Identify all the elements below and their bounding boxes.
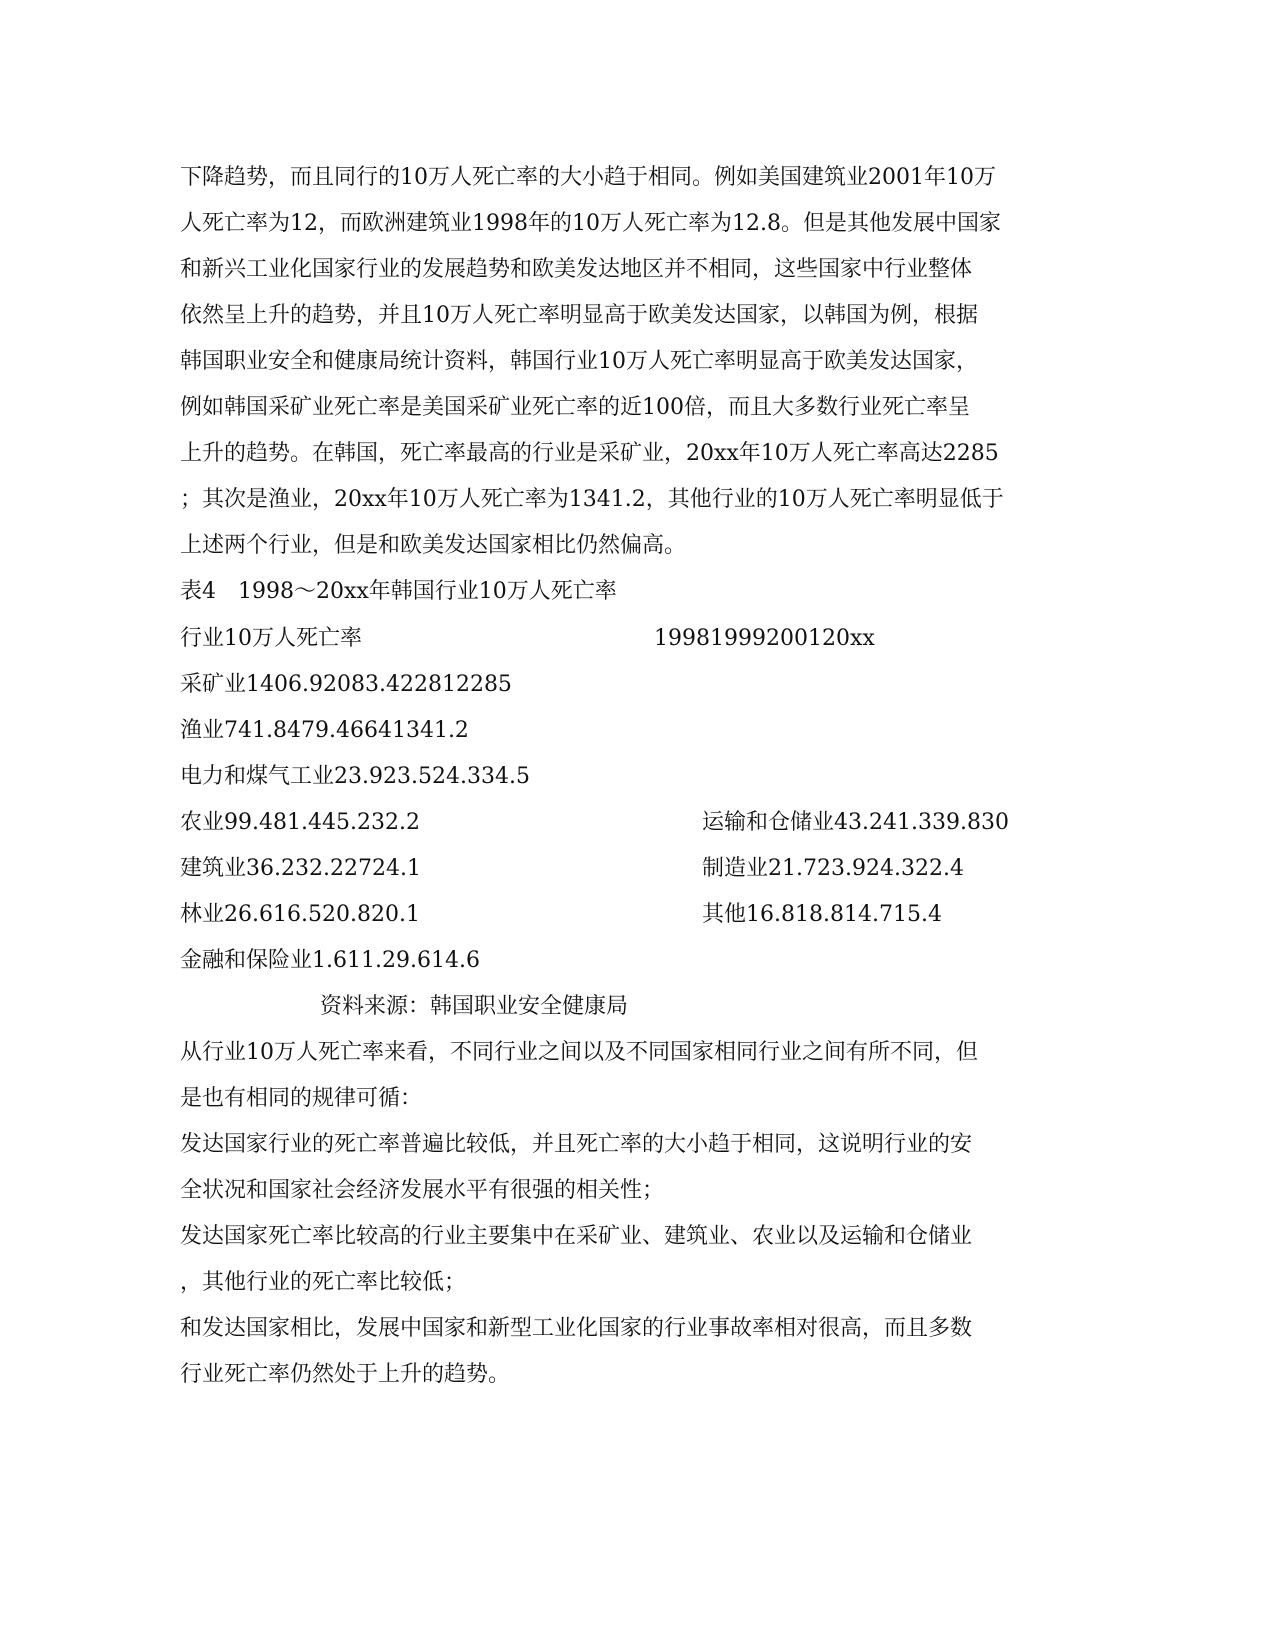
paragraph-4-line-1: 发达国家死亡率比较高的行业主要集中在采矿业、建筑业、农业以及运输和仓储业 <box>180 1224 973 1249</box>
paragraph-5-line-2: 行业死亡率仍然处于上升的趋势。 <box>180 1362 511 1387</box>
paragraph-1-line-3: 和新兴工业化国家行业的发展趋势和欧美发达地区并不相同，这些国家中行业整体 <box>180 257 973 282</box>
paragraph-1-line-1: 下降趋势，而且同行的10万人死亡率的大小趋于相同。例如美国建筑业2001年10万 <box>180 165 996 190</box>
paragraph-1-line-5: 韩国职业安全和健康局统计资料，韩国行业10万人死亡率明显高于欧美发达国家， <box>180 349 978 374</box>
table-row: 渔业741.8479.46641341.2 <box>180 718 469 743</box>
table-row: 林业26.616.520.820.1 <box>180 902 420 927</box>
paragraph-1-line-9: 上述两个行业，但是和欧美发达国家相比仍然偏高。 <box>180 533 687 558</box>
paragraph-3-line-1: 发达国家行业的死亡率普遍比较低，并且死亡率的大小趋于相同，这说明行业的安 <box>180 1132 973 1157</box>
table-row: 运输和仓储业43.241.339.830 <box>702 810 1009 835</box>
paragraph-1-line-8: ；其次是渔业，20xx年10万人死亡率为1341.2，其他行业的10万人死亡率明显低于 <box>180 487 1004 512</box>
table-row: 制造业21.723.924.322.4 <box>702 856 964 881</box>
table-header-years: 19981999200120xx <box>654 626 875 651</box>
paragraph-1-line-2: 人死亡率为12，而欧洲建筑业1998年的10万人死亡率为12.8。但是其他发展中国家 <box>180 211 1001 236</box>
table-source: 资料来源：韩国职业安全健康局 <box>320 994 629 1019</box>
paragraph-5-line-1: 和发达国家相比，发展中国家和新型工业化国家的行业事故率相对很高，而且多数 <box>180 1316 973 1341</box>
table-row: 其他16.818.814.715.4 <box>702 902 942 927</box>
table-row: 金融和保险业1.611.29.614.6 <box>180 948 480 973</box>
table-caption: 表4 1998～20xx年韩国行业10万人死亡率 <box>180 579 617 604</box>
table-header-left: 行业10万人死亡率 <box>180 626 362 651</box>
paragraph-1-line-7: 上升的趋势。在韩国，死亡率最高的行业是采矿业，20xx年10万人死亡率高达2285 <box>180 441 999 466</box>
paragraph-2-line-2: 是也有相同的规律可循： <box>180 1086 423 1111</box>
paragraph-3-line-2: 全状况和国家社会经济发展水平有很强的相关性； <box>180 1178 665 1203</box>
table-row: 建筑业36.232.22724.1 <box>180 856 421 881</box>
table-row: 采矿业1406.92083.422812285 <box>180 672 512 697</box>
paragraph-4-line-2: ，其他行业的死亡率比较低； <box>180 1270 467 1295</box>
table-row: 电力和煤气工业23.923.524.334.5 <box>180 764 530 789</box>
paragraph-2-line-1: 从行业10万人死亡率来看，不同行业之间以及不同国家相同行业之间有所不同，但 <box>180 1040 978 1065</box>
paragraph-1-line-6: 例如韩国采矿业死亡率是美国采矿业死亡率的近100倍，而且大多数行业死亡率呈 <box>180 395 970 420</box>
paragraph-1-line-4: 依然呈上升的趋势，并且10万人死亡率明显高于欧美发达国家，以韩国为例，根据 <box>180 303 978 328</box>
table-row: 农业99.481.445.232.2 <box>180 810 420 835</box>
